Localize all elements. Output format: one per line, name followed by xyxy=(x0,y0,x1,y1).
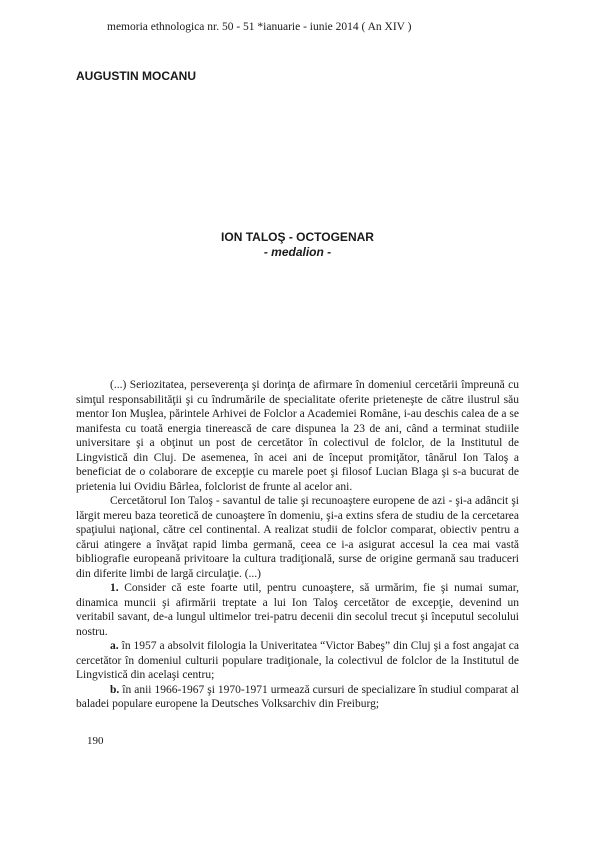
item-label: b. xyxy=(110,683,120,696)
article-title: ION TALOŞ - OCTOGENAR xyxy=(221,230,374,244)
item-label: 1. xyxy=(110,582,119,594)
article-body xyxy=(76,378,519,712)
paragraph: (...) Seriozitatea, perseverenţa şi dorinţa de afirmare în domeniul cercetării împreună cu simţul responsabilităţii şi cu îndrumările de specialitate oferite prieteneşte de către ilustrul său mentor Ion Muşlea, părintele Arhivei de Folclor a Academiei Române, i-au deschis calea de a se manifesta cu toată energia tinerească de care dispunea la 23 de ani, când a terminat studiile universitare şi a obţinut un post de cercetător în colectivul de folclor, de la Institutul de Lingvistică din Cluj. De asemenea, în acei ani de început promiţător, tânărul Ion Taloş a beneficiat de o colaborare de excepţie cu marele poet şi filosof Lucian Blaga şi s-a bucurat de prietenia lui Ovidiu Bârlea, folclorist de frunte al acelor ani. xyxy=(76,379,519,493)
list-item xyxy=(76,639,519,683)
page-number: 190 xyxy=(87,735,104,747)
item-label: a. xyxy=(110,640,119,652)
running-header: memoria ethnologica nr. 50 - 51 *ianuarie - iunie 2014 ( An XIV ) xyxy=(107,21,412,33)
item-text: Consider că este foarte util, pentru cunoaştere, să urmărim, fie şi numai sumar, dinamica muncii şi afirmării treptate a lui Ion Taloş cercetător de excepţie, devenind un veritabil savant, de-a lungul ultimelor trei-patru decenii din secolul trecut şi începutul secolului nostru. xyxy=(76,582,520,638)
list-item xyxy=(76,683,519,712)
item-text: în 1957 a absolvit filologia la Univeritatea “Victor Babeş” din Cluj şi a fost angajat ca cercetător în domeniul culturii populare tradiţionale, la colectivul de folclor de la Institutul de Lingvistică din acelaşi centru; xyxy=(76,640,519,681)
author-name: AUGUSTIN MOCANU xyxy=(76,69,196,83)
article-subtitle: - medalion - xyxy=(263,245,332,259)
paragraph: Cercetătorul Ion Taloş - savantul de talie şi recunoaştere europene de azi - şi-a adâncit şi lărgit mereu baza teoretică de cunoaştere în domeniu, şi-a extins sfera de studiu de la cercetarea spaţiului naţional, către cel continental. A realizat studii de folclor comparat, obiectiv pentru a cărui atingere a învăţat rapid limba germană, ceea ce i-a asigurat accesul la cea mai vastă bibliografie europeană privitoare la cultura tradiţională, surse de origine germană sau traduceri din diferite limbi de largă circulaţie. (...) xyxy=(76,495,519,580)
item-text: în anii 1966-1967 şi 1970-1971 urmează cursuri de specializare în studiul comparat al baladei populare europene la Deutsches Volksarchiv din Freiburg; xyxy=(76,683,520,710)
list-item xyxy=(76,581,519,639)
